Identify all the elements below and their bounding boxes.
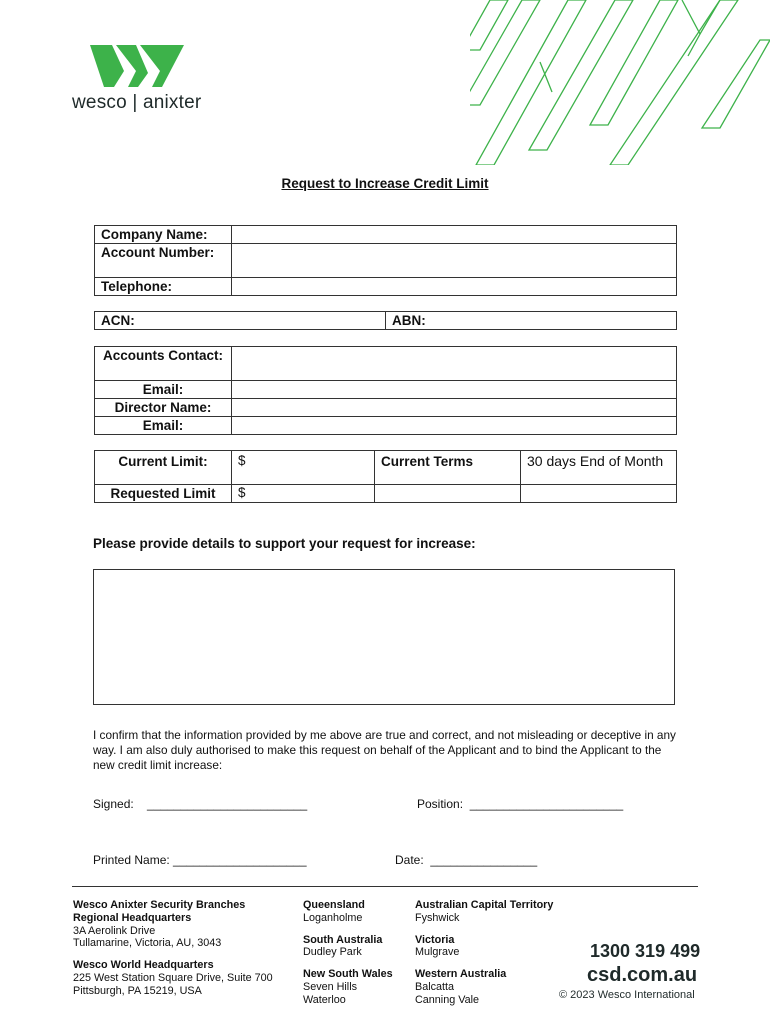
email-field-2[interactable] bbox=[232, 417, 677, 435]
telephone-field[interactable] bbox=[232, 278, 677, 296]
position-label: Position: bbox=[417, 797, 464, 811]
footer-col-states-2 bbox=[415, 899, 553, 1007]
footer-divider bbox=[72, 886, 698, 887]
footer-vic-city: Mulgrave bbox=[415, 946, 460, 959]
director-name-label: Director Name: bbox=[95, 399, 232, 417]
signed-line[interactable]: ________________________ bbox=[147, 797, 308, 811]
acn-field[interactable] bbox=[95, 312, 386, 330]
credit-limit-table bbox=[94, 450, 677, 503]
decorative-stripes-graphic bbox=[470, 0, 770, 165]
current-limit-currency: $ bbox=[238, 453, 246, 468]
date-label: Date: bbox=[395, 853, 424, 867]
logo-text-wesco: wesco bbox=[72, 92, 127, 113]
footer-qld: Queensland bbox=[303, 899, 365, 911]
current-terms-label: Current Terms bbox=[375, 451, 521, 485]
footer-copyright: © 2023 Wesco International bbox=[559, 989, 695, 1001]
footer-world-address-1: 225 West Station Square Drive, Suite 700 bbox=[73, 971, 273, 984]
account-number-field[interactable] bbox=[232, 244, 677, 278]
email-label-1: Email: bbox=[95, 381, 232, 399]
page-title-text: Request to Increase Credit Limit bbox=[281, 176, 489, 191]
acn-label: ACN: bbox=[101, 313, 135, 328]
logo-separator: | bbox=[132, 92, 138, 113]
footer-wa: Western Australia bbox=[415, 968, 507, 981]
footer-nsw-city-2: Waterloo bbox=[303, 993, 346, 1006]
footer-world-hq-heading: Wesco World Headquarters bbox=[73, 959, 214, 972]
footer-act: Australian Capital Territory bbox=[415, 899, 554, 911]
acn-abn-table bbox=[94, 311, 677, 330]
logo-text-anixter: anixter bbox=[142, 92, 202, 113]
details-prompt: Please provide details to support your request for increase: bbox=[93, 536, 476, 551]
footer-phone: 1300 319 499 bbox=[590, 941, 701, 961]
footer-sa-city: Dudley Park bbox=[303, 946, 362, 959]
abn-field[interactable] bbox=[386, 312, 677, 330]
footer-col-states-1 bbox=[303, 899, 393, 1007]
email-field-1[interactable] bbox=[232, 381, 677, 399]
position-row[interactable] bbox=[417, 797, 623, 811]
abn-label: ABN: bbox=[392, 313, 426, 328]
footer-world-address-2: Pittsburgh, PA 15219, USA bbox=[73, 984, 202, 997]
footer-sa: South Australia bbox=[303, 933, 383, 946]
page-title bbox=[0, 176, 770, 191]
current-limit-field[interactable] bbox=[232, 451, 375, 485]
account-number-label: Account Number: bbox=[95, 244, 232, 278]
footer-wa-city-2: Canning Vale bbox=[415, 993, 480, 1006]
requested-limit-currency: $ bbox=[238, 485, 246, 500]
requested-terms-field[interactable] bbox=[375, 485, 521, 503]
signed-label: Signed: bbox=[93, 797, 134, 811]
email-label-2: Email: bbox=[95, 417, 232, 435]
accounts-contact-field[interactable] bbox=[232, 347, 677, 381]
date-line[interactable]: ________________ bbox=[430, 853, 538, 867]
footer-act-city: Fyshwick bbox=[415, 911, 460, 924]
footer-branches-heading: Wesco Anixter Security Branches bbox=[73, 899, 246, 911]
confirmation-text: I confirm that the information provided by me above are true and correct, and not misleading or deceptive in any way. I am also duly authorised to make this request on behalf of the Applicant and to bind the Applicant to the new credit limit increase: bbox=[93, 728, 676, 772]
current-terms-value: 30 days End of Month bbox=[521, 451, 677, 485]
printed-name-line[interactable]: ____________________ bbox=[173, 853, 307, 867]
logo-wordmark bbox=[72, 92, 201, 114]
requested-limit-field[interactable] bbox=[232, 485, 375, 503]
footer-vic: Victoria bbox=[415, 933, 455, 946]
company-details-table bbox=[94, 225, 677, 296]
date-row[interactable] bbox=[395, 853, 537, 867]
footer-hq-address-1: 3A Aerolink Drive bbox=[73, 924, 156, 937]
footer-wa-city-1: Balcatta bbox=[415, 980, 455, 993]
telephone-label: Telephone: bbox=[95, 278, 232, 296]
footer-col-hq bbox=[73, 899, 273, 998]
contacts-table bbox=[94, 346, 677, 435]
director-name-field[interactable] bbox=[232, 399, 677, 417]
position-line[interactable]: _______________________ bbox=[469, 797, 624, 811]
footer-website: csd.com.au bbox=[587, 964, 698, 986]
accounts-contact-label: Accounts Contact: bbox=[95, 347, 232, 381]
footer-nsw-city-1: Seven Hills bbox=[303, 980, 358, 993]
footer-qld-city: Loganholme bbox=[303, 911, 363, 924]
printed-name-label: Printed Name: bbox=[93, 853, 170, 867]
requested-terms-extra-field[interactable] bbox=[521, 485, 677, 503]
footer-nsw: New South Wales bbox=[303, 968, 393, 981]
requested-limit-label: Requested Limit bbox=[95, 485, 232, 503]
company-name-field[interactable] bbox=[232, 226, 677, 244]
current-limit-label: Current Limit: bbox=[95, 451, 232, 485]
details-textarea[interactable] bbox=[93, 569, 675, 705]
wesco-logo-icon bbox=[90, 45, 184, 87]
signed-row[interactable] bbox=[93, 797, 307, 811]
company-name-label: Company Name: bbox=[95, 226, 232, 244]
footer-regional-hq-heading: Regional Headquarters bbox=[73, 911, 192, 924]
footer-hq-address-2: Tullamarine, Victoria, AU, 3043 bbox=[73, 937, 222, 950]
printed-name-row[interactable] bbox=[93, 853, 307, 867]
